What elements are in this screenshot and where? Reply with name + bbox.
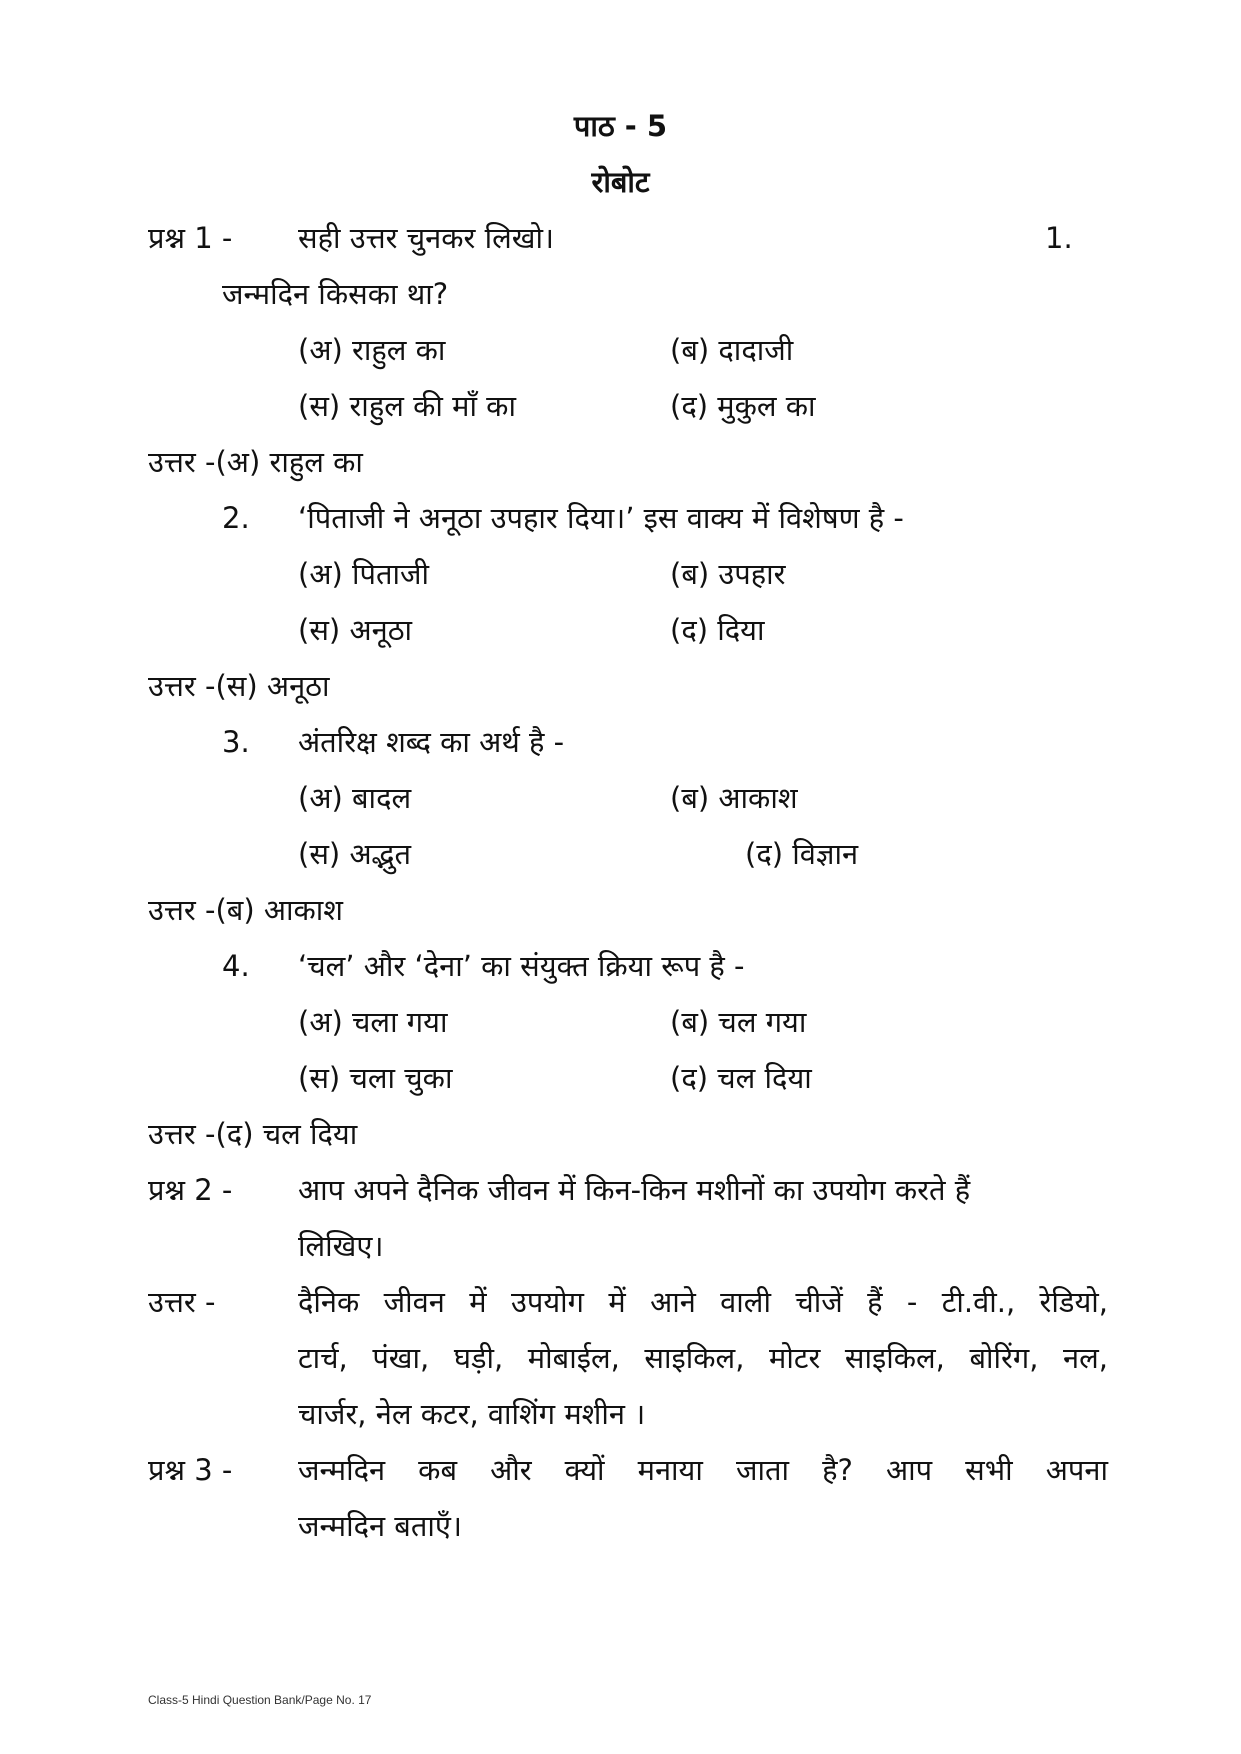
q1-item4-option-b: (ब) चल गया bbox=[670, 1005, 807, 1039]
q1-item3-number: 3. bbox=[222, 725, 250, 759]
q3-question-line1: जन्मदिन कब और क्यों मनाया जाता है? आप सभी अपना bbox=[298, 1453, 1108, 1487]
q1-item3-option-d: (द) विज्ञान bbox=[745, 837, 859, 871]
q1-item3-option-c: (स) अद्भुत bbox=[298, 837, 412, 871]
lesson-number: पाठ - 5 bbox=[573, 109, 668, 143]
lesson-title: रोबोट bbox=[591, 165, 650, 199]
q1-item4-number: 4. bbox=[222, 949, 250, 983]
q3-question-line2: जन्मदिन बताएँ। bbox=[298, 1509, 462, 1543]
q1-item4-option-d: (द) चल दिया bbox=[670, 1061, 812, 1095]
q2-answer-label: उत्तर - bbox=[148, 1285, 216, 1319]
q1-item2-number: 2. bbox=[222, 501, 250, 535]
q1-item2-option-d: (द) दिया bbox=[670, 613, 765, 647]
q1-item4-option-c: (स) चला चुका bbox=[298, 1061, 453, 1095]
q1-item1-option-a: (अ) राहुल का bbox=[298, 333, 446, 367]
q1-item2-option-c: (स) अनूठा bbox=[298, 613, 413, 647]
q2-question-line2: लिखिए। bbox=[298, 1229, 384, 1263]
q1-item1-answer: उत्तर -(अ) राहुल का bbox=[148, 445, 363, 479]
q2-label: प्रश्न 2 - bbox=[148, 1173, 233, 1207]
q2-answer-line1: दैनिक जीवन में उपयोग में आने वाली चीजें हैं - टी.वी., रेडियो, bbox=[298, 1285, 1108, 1319]
q1-item1-option-d: (द) मुकुल का bbox=[670, 389, 816, 423]
q1-item4-option-a: (अ) चला गया bbox=[298, 1005, 448, 1039]
q1-item1-option-c: (स) राहुल की माँ का bbox=[298, 389, 516, 423]
q1-instruction: सही उत्तर चुनकर लिखो। bbox=[298, 221, 555, 255]
q1-item1-option-b: (ब) दादाजी bbox=[670, 333, 794, 367]
q1-item3-option-b: (ब) आकाश bbox=[670, 781, 798, 815]
q1-item3-option-a: (अ) बादल bbox=[298, 781, 412, 815]
q1-item2-option-a: (अ) पिताजी bbox=[298, 557, 430, 591]
q1-item4-question: ‘चल’ और ‘देना’ का संयुक्त क्रिया रूप है - bbox=[298, 949, 745, 983]
q2-question-line1: आप अपने दैनिक जीवन में किन-किन मशीनों का उपयोग करते हैं bbox=[298, 1173, 971, 1207]
page-footer: Class-5 Hindi Question Bank/Page No. 17 bbox=[148, 1693, 372, 1707]
q1-item3-question: अंतरिक्ष शब्द का अर्थ है - bbox=[298, 725, 565, 759]
q2-answer-line3: चार्जर, नेल कटर, वाशिंग मशीन । bbox=[298, 1397, 646, 1431]
q2-answer-line2: टार्च, पंखा, घड़ी, मोबाईल, साइकिल, मोटर साइकिल, बोरिंग, नल, bbox=[298, 1341, 1108, 1375]
q1-item3-answer: उत्तर -(ब) आकाश bbox=[148, 893, 344, 927]
q3-label: प्रश्न 3 - bbox=[148, 1453, 233, 1487]
q1-item4-answer: उत्तर -(द) चल दिया bbox=[148, 1117, 358, 1151]
q1-item1-question: जन्मदिन किसका था? bbox=[222, 277, 449, 311]
q1-item1-number: 1. bbox=[1045, 221, 1073, 255]
q1-item2-question: ‘पिताजी ने अनूठा उपहार दिया।’ इस वाक्य में विशेषण है - bbox=[298, 501, 904, 535]
q1-item2-option-b: (ब) उपहार bbox=[670, 557, 786, 591]
q1-item2-answer: उत्तर -(स) अनूठा bbox=[148, 669, 330, 703]
q1-label: प्रश्न 1 - bbox=[148, 221, 233, 255]
